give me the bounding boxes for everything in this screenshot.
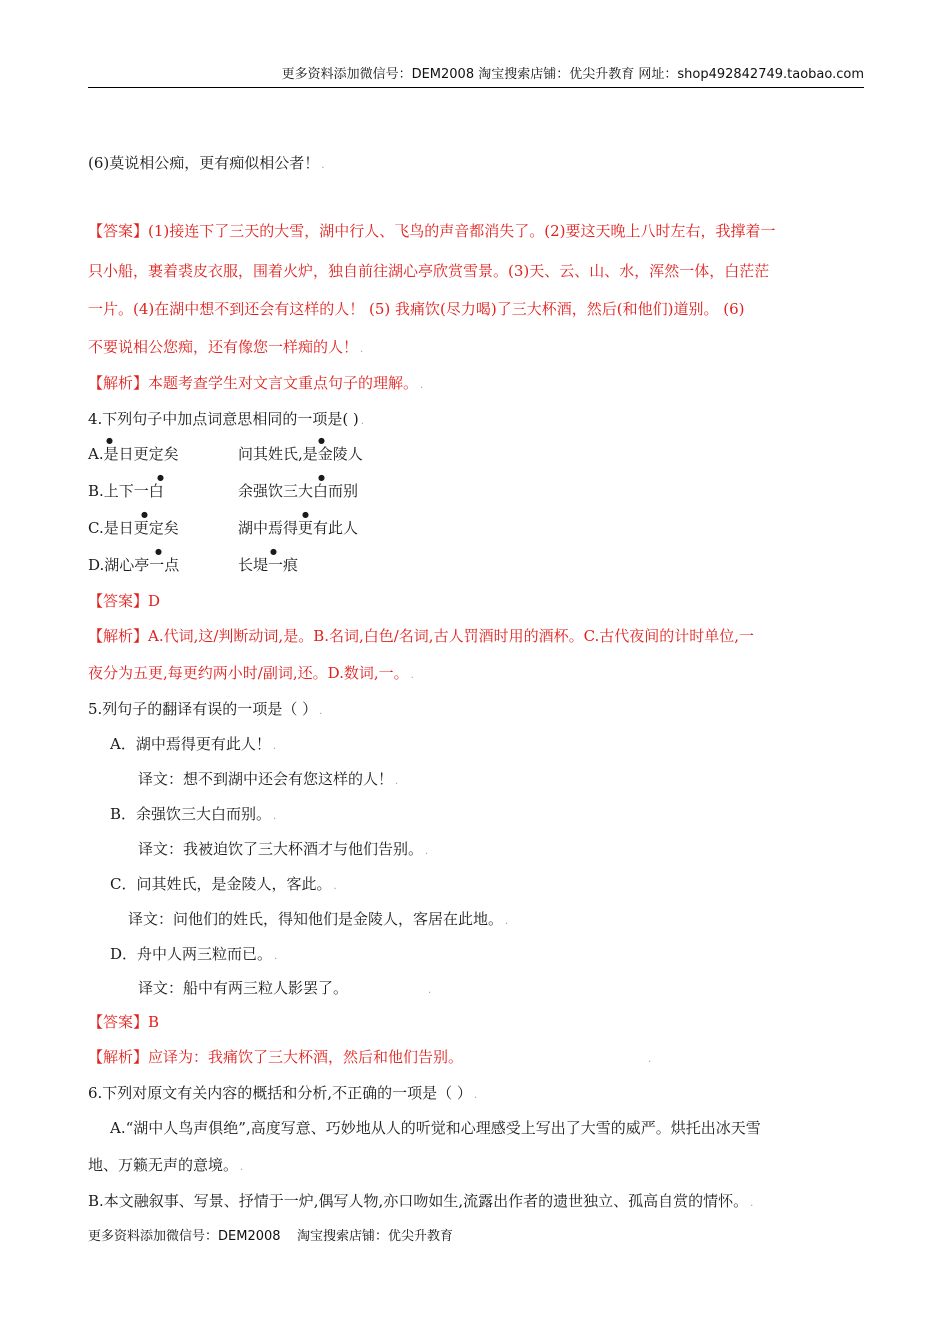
answer3-line4-text: 不要说相公您痴，还有像您一样痴的人！ xyxy=(88,338,359,356)
q5-option-d-text: D．舟中人两三粒而已。 xyxy=(110,945,273,963)
paragraph-mark: . xyxy=(321,160,325,171)
q6-stem-text: 6.下列对原文有关内容的概括和分析,不正确的一项是（ ） xyxy=(88,1084,472,1102)
emphasis-dot: ● xyxy=(157,473,164,482)
emphasis-dot: ● xyxy=(141,510,148,519)
q6-option-a-line2 xyxy=(88,1154,243,1179)
q5-option-b-translation-text: 译文：我被迫饮了三大杯酒才与他们告别。 xyxy=(138,840,424,858)
analysis3 xyxy=(88,372,423,397)
q5-option-c-translation xyxy=(128,908,508,933)
emphasis-dot: ● xyxy=(318,436,325,445)
q6-option-b xyxy=(88,1190,753,1215)
emphasis-dot: ● xyxy=(270,547,277,556)
emphasis-dot: ● xyxy=(318,473,325,482)
q4-answer: 【答案】D xyxy=(88,592,161,610)
q5-stem xyxy=(88,698,322,723)
paragraph-mark: . xyxy=(272,741,277,752)
paragraph-mark: . xyxy=(333,881,337,892)
answer3-line4 xyxy=(88,336,363,361)
q4-option-d-left: D.湖心亭一点 xyxy=(88,556,180,574)
paragraph-mark: . xyxy=(360,416,364,427)
q4-option-a-right: 问其姓氏,是金陵人 xyxy=(238,445,363,463)
q5-option-a-translation-text: 译文：想不到湖中还会有您这样的人！ xyxy=(138,770,394,788)
page-footer: 更多资料添加微信号：DEM2008 淘宝搜索店铺：优尖升教育 xyxy=(88,1229,454,1244)
q5-stem-text: 5.列句子的翻译有误的一项是（ ） xyxy=(88,700,318,718)
q4-option-a-left: A.是日更定矣 xyxy=(88,445,179,463)
paragraph-mark: . xyxy=(360,344,364,355)
q5-option-c-translation-text: 译文：问他们的姓氏，得知他们是金陵人，客居在此地。 xyxy=(128,910,504,928)
paragraph-mark: . xyxy=(274,951,278,962)
q4-option-c-right: 湖中焉得更有此人 xyxy=(238,519,359,537)
q6-option-a-line1: A.“湖中人鸟声俱绝”,高度写意、巧妙地从人的听觉和心理感受上写出了大雪的威严。烘托出冰天雪 xyxy=(110,1119,761,1137)
page-header: 更多资料添加微信号：DEM2008 淘宝搜索店铺：优尖升教育 网址：shop492842749.taobao.com xyxy=(281,67,864,82)
paragraph-mark: . xyxy=(505,916,509,927)
paragraph-mark: . xyxy=(395,776,399,787)
q5-option-b xyxy=(110,803,276,828)
answer3-line3: 一片。(4)在湖中想不到还会有这样的人！ (5) 我痛饮(尽力喝)了三大杯酒，然后(和他们)道别。 (6) xyxy=(88,300,745,318)
q3-item6-text: (6)莫说相公痴，更有痴似相公者！ xyxy=(88,154,320,172)
q4-option-c-left: C.是日更定矣 xyxy=(88,519,179,537)
q4-stem-text: 4.下列句子中加点词意思相同的一项是( ) xyxy=(88,410,359,428)
q4-analysis-line1: 【解析】A.代词,这/判断动词,是。B.名词,白色/名词,古人罚酒时用的酒杯。C.古代夜间的计时单位,一 xyxy=(88,627,755,645)
q5-option-a xyxy=(110,733,276,758)
q4-option-d-right: 长堤一痕 xyxy=(238,556,299,574)
q5-option-b-translation xyxy=(138,838,428,863)
q5-option-a-translation xyxy=(138,768,398,793)
q5-answer: 【答案】B xyxy=(88,1013,160,1031)
q5-option-a-text: A．湖中焉得更有此人！ xyxy=(110,735,271,753)
paragraph-mark: . xyxy=(473,1090,478,1101)
paragraph-mark: . xyxy=(273,811,277,822)
q5-option-b-text: B．余强饮三大白而别。 xyxy=(110,805,272,823)
header-rule xyxy=(88,87,864,88)
answer3-line2: 只小船，裹着裘皮衣服，围着火炉，独自前往湖心亭欣赏雪景。(3)天、云、山、水，浑然一体，白茫茫 xyxy=(88,262,770,280)
paragraph-mark: . xyxy=(319,706,323,717)
paragraph-mark: . xyxy=(410,670,414,681)
paragraph-mark: . xyxy=(240,1162,244,1173)
paragraph-mark: . xyxy=(420,380,424,391)
q5-option-d xyxy=(110,943,277,968)
q6-option-a-line2-text: 地、万籁无声的意境。 xyxy=(88,1156,239,1174)
emphasis-dot: ● xyxy=(302,510,309,519)
q4-option-b-right: 余强饮三大白而别 xyxy=(238,482,359,500)
q3-item6 xyxy=(88,152,324,177)
q6-option-b-text: B.本文融叙事、写景、抒情于一炉,偶写人物,亦口吻如生,流露出作者的遗世独立、孤高自赏的情怀。 xyxy=(88,1192,749,1210)
q4-option-b-left: B.上下一白 xyxy=(88,482,164,500)
emphasis-dot: ● xyxy=(155,547,162,556)
q4-analysis-line2 xyxy=(88,662,414,687)
q5-option-c xyxy=(110,873,337,898)
q5-option-c-text: C．问其姓氏，是金陵人，客此。 xyxy=(110,875,332,893)
emphasis-dot: ● xyxy=(106,436,113,445)
paragraph-mark: . xyxy=(428,985,432,996)
q5-analysis: 【解析】应译为：我痛饮了三大杯酒，然后和他们告别。 xyxy=(88,1048,464,1066)
answer3-line1: 【答案】(1)接连下了三天的大雪，湖中行人、飞鸟的声音都消失了。(2)要这天晚上八时左右，我撑着一 xyxy=(88,222,776,240)
analysis3-text: 【解析】本题考查学生对文言文重点句子的理解。 xyxy=(88,374,419,392)
paragraph-mark: . xyxy=(648,1054,652,1065)
paragraph-mark: . xyxy=(425,846,429,857)
q6-stem xyxy=(88,1082,477,1107)
q5-option-d-translation: 译文：船中有两三粒人影罢了。 xyxy=(138,979,349,997)
paragraph-mark: . xyxy=(750,1198,754,1209)
q4-stem xyxy=(88,408,364,433)
q4-analysis-line2-text: 夜分为五更,每更约两小时/副词,还。D.数词,一。 xyxy=(88,664,409,682)
